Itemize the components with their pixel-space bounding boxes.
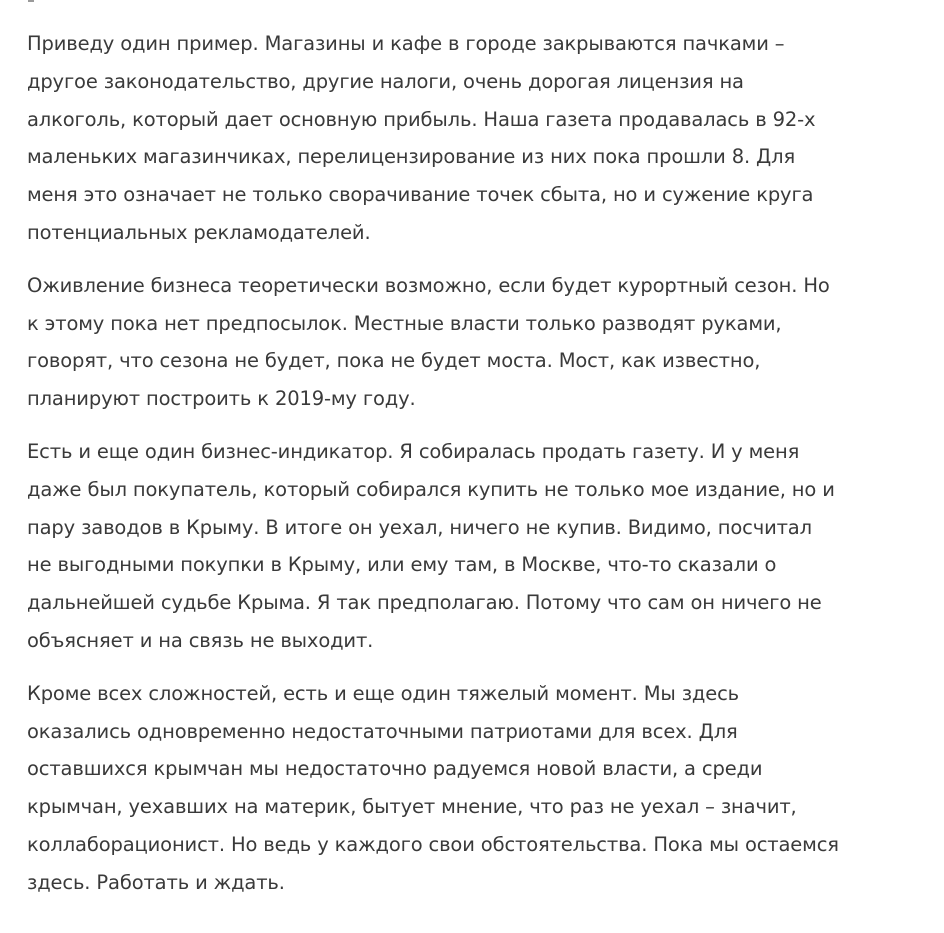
text-line: Есть и еще один бизнес-индикатор. Я собиралась продать газету. И у меня [27, 439, 800, 463]
text-line: Кроме всех сложностей, есть и еще один тяжелый момент. Мы здесь [27, 681, 740, 705]
text-line: Приведу один пример. Магазины и кафе в городе закрываются пачками – [27, 32, 785, 55]
text-line: оказались одновременно недостаточными патриотами для всех. Для [27, 719, 738, 743]
text-line: дальнейшей судьбе Крыма. Я так предполагаю. Потому что сам он ничего не [27, 591, 822, 615]
text-line: коллаборационист. Но ведь у каждого свои обстоятельства. Пока мы остаемся [27, 832, 839, 856]
text-line: крымчан, уехавших на материк, бытует мнение, что раз не уехал – значит, [27, 795, 797, 819]
text-line: другое законодательство, другие налоги, очень дорогая лицензия на [27, 69, 744, 93]
text-line: Оживление бизнеса теоретически возможно, если будет курортный сезон. Но [27, 273, 830, 297]
clipped-text-fragment [28, 0, 34, 2]
paragraph-2 [27, 267, 907, 418]
text-line: алкоголь, который дает основную прибыль. Наша газета продавалась в 92-х [27, 107, 816, 131]
text-line: даже был покупатель, который собирался купить не только мое издание, но и [27, 477, 835, 501]
text-line: объясняет и на связь не выходит. [27, 628, 374, 652]
text-line: оставшихся крымчан мы недостаточно радуемся новой власти, а среди [27, 757, 763, 781]
paragraph-3 [27, 433, 907, 660]
text-line: говорят, что сезона не будет, пока не будет моста. Мост, как известно, [27, 349, 761, 373]
text-line: не выгодными покупки в Крыму, или ему там, в Москве, что-то сказали о [27, 553, 777, 577]
paragraph-1 [27, 25, 907, 252]
text-line: здесь. Работать и ждать. [27, 870, 285, 894]
text-line: планируют построить к 2019-му году. [27, 387, 416, 411]
article-body [27, 25, 907, 917]
text-line: к этому пока нет предпосылок. Местные власти только разводят руками, [27, 311, 782, 335]
text-line: меня это означает не только сворачивание точек сбыта, но и сужение круга [27, 183, 814, 207]
paragraph-4 [27, 675, 907, 902]
text-line: маленьких магазинчиках, перелицензирование из них пока прошли 8. Для [27, 145, 796, 169]
text-line: пару заводов в Крыму. В итоге он уехал, ничего не купив. Видимо, посчитал [27, 515, 812, 539]
text-line: потенциальных рекламодателей. [27, 220, 371, 244]
